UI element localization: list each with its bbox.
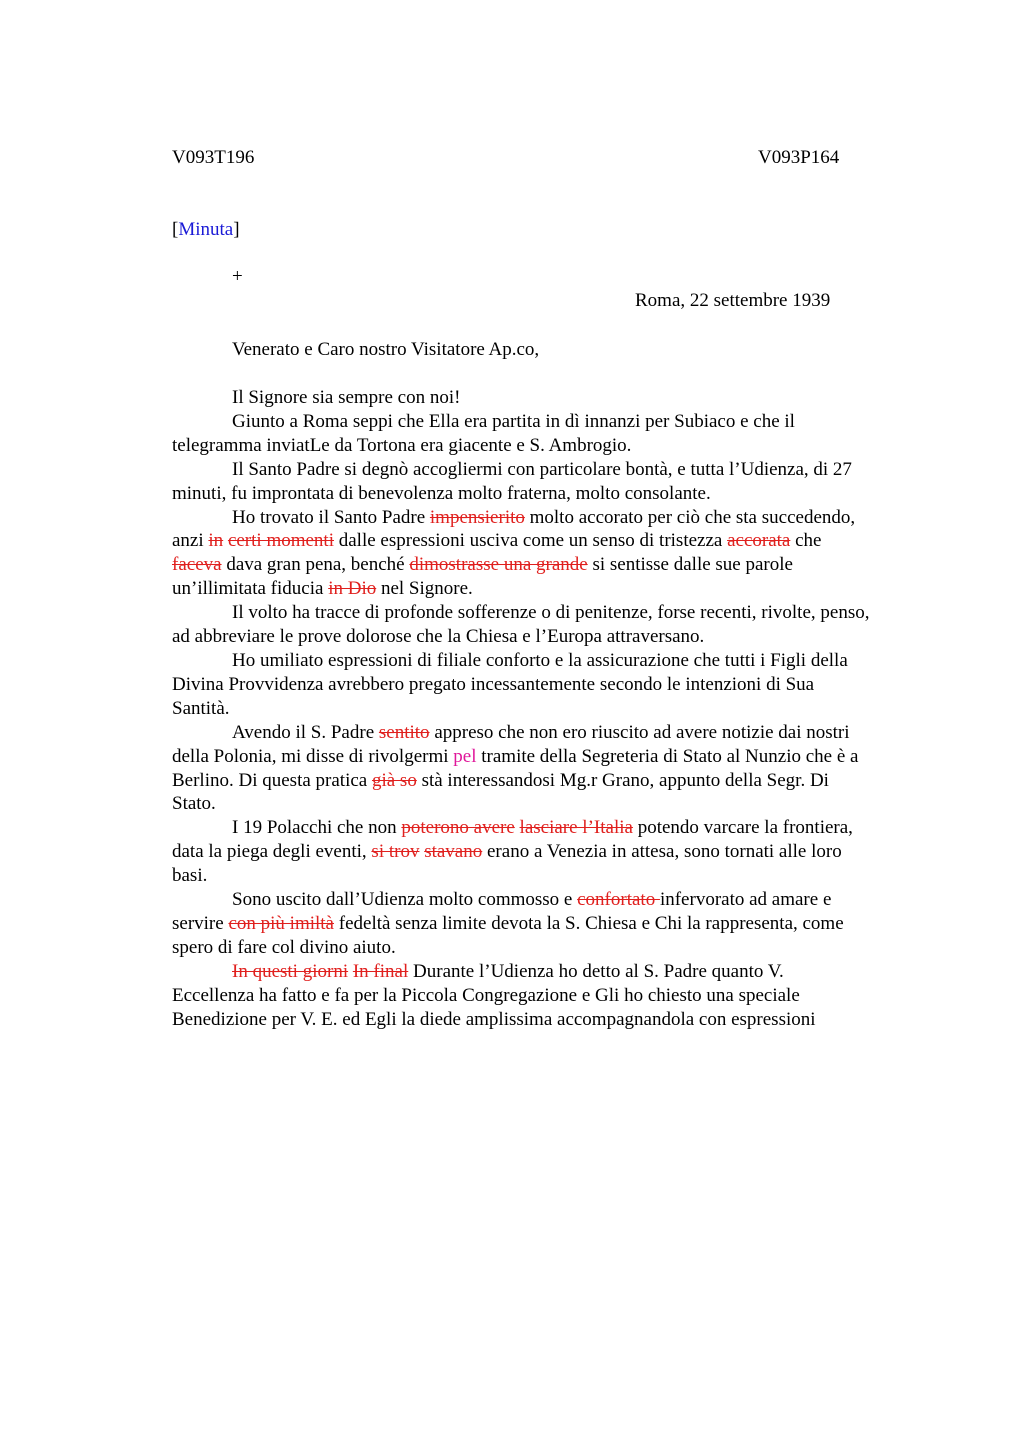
text-line: Eccellenza ha fatto e fa per la Piccola Congregazione e Gli ho chiesto una speciale <box>172 984 800 1006</box>
text-line <box>172 769 932 793</box>
text-segment: dava gran pena, benché <box>221 554 410 576</box>
text-segment: nel Signore. <box>376 578 473 600</box>
text-segment: fedeltà senza limite devota la S. Chiesa e Chi la rappresenta, come <box>334 912 844 934</box>
cross-symbol: + <box>232 266 243 287</box>
text-line <box>172 529 932 553</box>
text-segment: della Polonia, mi disse di rivolgermi <box>172 745 454 767</box>
deleted-text: accorata <box>727 530 791 552</box>
bracket-open: [ <box>172 219 179 240</box>
text-line <box>172 840 932 864</box>
inserted-text: pel <box>453 745 477 767</box>
salutation: Venerato e Caro nostro Visitatore Ap.co, <box>232 339 540 360</box>
dateline: Roma, 22 settembre 1939 <box>635 290 831 311</box>
text-segment: servire <box>172 912 229 934</box>
text-segment: appreso che non ero riuscito ad avere notizie dai nostri <box>429 721 850 743</box>
deleted-text: certi momenti <box>227 530 334 552</box>
text-segment: dalle espressioni usciva come un senso di tristezza <box>334 530 728 552</box>
text-segment: Berlino. Di questa pratica <box>172 769 372 791</box>
text-line: Il Santo Padre si degnò accogliermi con particolare bontà, e tutta l’Udienza, di 27 <box>232 458 852 480</box>
text-segment: erano a Venezia in attesa, sono tornati alle loro <box>482 841 842 863</box>
text-line: Stato. <box>172 793 216 815</box>
document-code-left: V093T196 <box>172 147 255 168</box>
deleted-text: impensierito <box>429 506 525 528</box>
draft-label-text: Minuta <box>178 219 234 240</box>
text-line <box>172 577 932 601</box>
text-line <box>172 888 932 912</box>
deleted-text: lasciare l’Italia <box>519 817 633 839</box>
text-line: Il Signore sia sempre con noi! <box>232 387 461 408</box>
deleted-text: confortato <box>577 889 660 911</box>
text-segment: si sentisse dalle sue parole <box>587 554 793 576</box>
text-segment: anzi <box>172 530 209 552</box>
text-segment: Durante l’Udienza ho detto al S. Padre quanto V. <box>408 960 784 982</box>
text-line <box>172 912 932 936</box>
deleted-text: poterono avere <box>401 817 515 839</box>
bracket-close: ] <box>233 219 240 240</box>
deleted-text: si trov <box>371 841 420 863</box>
text-line: Benedizione per V. E. ed Egli la diede amplissima accompagnandola con espressioni <box>172 1008 816 1030</box>
text-segment: potendo varcare la frontiera, <box>632 817 853 839</box>
draft-label <box>172 219 240 241</box>
text-segment: un’illimitata fiducia <box>172 578 329 600</box>
text-segment: I 19 Polacchi che non <box>232 817 402 839</box>
text-line <box>172 745 932 769</box>
text-line: telegramma inviatLe da Tortona era giacente e S. Ambrogio. <box>172 434 632 456</box>
text-segment: tramite della Segreteria di Stato al Nunzio che è a <box>476 745 859 767</box>
text-line: basi. <box>172 865 208 887</box>
text-line: Santità. <box>172 697 230 719</box>
text-line <box>172 721 932 745</box>
deleted-text: dimostrasse una grande <box>409 554 588 576</box>
deleted-text: In final <box>352 960 409 982</box>
text-segment: data la piega degli eventi, <box>172 841 372 863</box>
letter-body <box>172 386 932 1031</box>
text-segment: che <box>790 530 822 552</box>
text-line <box>172 506 932 530</box>
deleted-text: sentito <box>378 721 430 743</box>
deleted-text: stavano <box>424 841 483 863</box>
text-segment: molto accorato per ciò che sta succedendo, <box>524 506 856 528</box>
text-line <box>172 960 932 984</box>
text-segment: infervorato ad amare e <box>659 889 832 911</box>
deleted-text: in <box>208 530 224 552</box>
text-line: Ho umiliato espressioni di filiale conforto e la assicurazione che tutti i Figli della <box>232 649 848 671</box>
deleted-text: faceva <box>172 554 222 576</box>
text-line: minuti, fu improntata di benevolenza molto fraterna, molto consolante. <box>172 482 711 504</box>
deleted-text: già so <box>371 769 417 791</box>
deleted-text: con più imiltà <box>228 912 334 934</box>
text-line: Divina Provvidenza avrebbero pregato incessantemente secondo le intenzioni di Sua <box>172 673 815 695</box>
text-segment: Ho trovato il Santo Padre <box>232 506 430 528</box>
text-line: Giunto a Roma seppi che Ella era partita in dì innanzi per Subiaco e che il <box>232 410 795 432</box>
deleted-text: in Dio <box>328 578 377 600</box>
document-code-right: V093P164 <box>758 147 840 168</box>
text-line: spero di fare col divino aiuto. <box>172 936 396 958</box>
text-line: Il volto ha tracce di profonde sofferenze o di penitenze, forse recenti, rivolte, penso, <box>232 602 870 624</box>
text-segment: Avendo il S. Padre <box>232 721 379 743</box>
text-segment: Sono uscito dall’Udienza molto commosso e <box>232 889 578 911</box>
text-line <box>172 553 932 577</box>
text-line <box>172 816 932 840</box>
deleted-text: In questi giorni <box>232 960 349 982</box>
text-segment: stà interessandosi Mg.r Grano, appunto della Segr. Di <box>416 769 829 791</box>
text-line: ad abbreviare le prove dolorose che la Chiesa e l’Europa attraversano. <box>172 626 705 648</box>
